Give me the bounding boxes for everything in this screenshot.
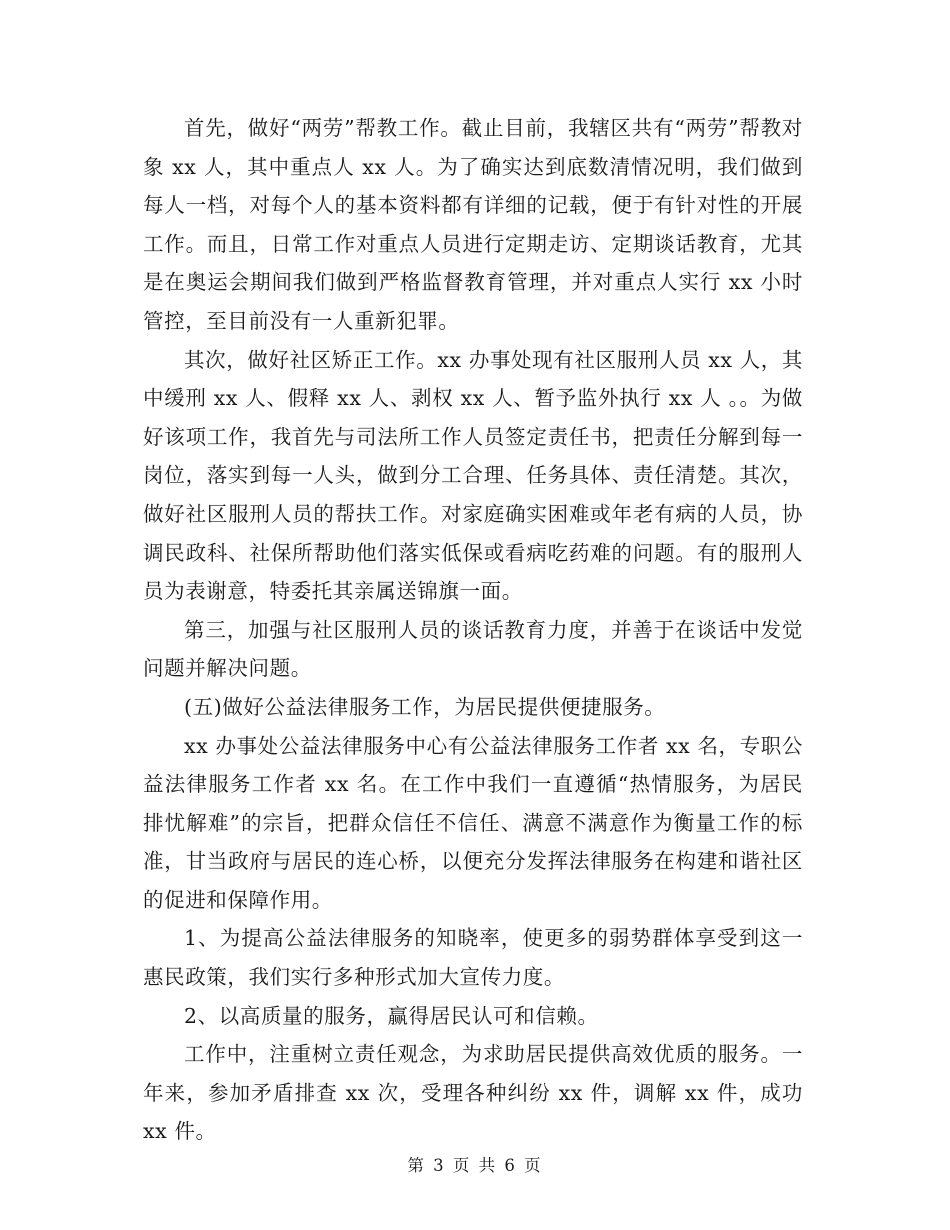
paragraph-community-correction: 其次，做好社区矫正工作。xx 办事处现有社区服刑人员 xx 人，其中缓刑 xx 人、假释 xx 人、剥权 xx 人、暂予监外执行 xx 人 。。为做好该项工作，我首先与司法所工作人员签定责任书，把责任分解到每一岗位，落实到每一人头，做到分工合理、任务具体、责任清楚。其次，做好社区服刑人员的帮扶工作。对家庭确实困难或年老有病的人员，协调民政科、社保所帮助他们落实低保或看病吃药难的问题。有的服刑人员为表谢意，特委托其亲属送锦旗一面。 xyxy=(143,347,803,604)
paragraph-section-five-heading: (五)做好公益法律服务工作，为居民提供便捷服务。 xyxy=(184,694,666,719)
document-body xyxy=(143,109,803,1151)
paragraph-item-two-quality: 2、以高质量的服务，赢得居民认可和信赖。 xyxy=(184,1003,599,1028)
paragraph-item-one-publicity: 1、为提高公益法律服务的知晓率，使更多的弱势群体享受到这一惠民政策，我们实行多种形式加大宣传力度。 xyxy=(143,926,803,990)
paragraph-two-labor-assistance: 首先，做好“两劳”帮教工作。截止目前，我辖区共有“两劳”帮教对象 xx 人，其中重点人 xx 人。为了确实达到底数清情况明，我们做到每人一档，对每个人的基本资料都有详细的记载，便于有针对性的开展工作。而且，日常工作对重点人员进行定期走访、定期谈话教育，尤其是在奥运会期间我们做到严格监督教育管理，并对重点人实行 xx 小时管控，至目前没有一人重新犯罪。 xyxy=(143,116,803,333)
paragraph-work-results: 工作中，注重树立责任观念，为求助居民提供高效优质的服务。一年来，参加矛盾排查 xx 次，受理各种纠纷 xx 件，调解 xx 件，成功 xx 件。 xyxy=(143,1042,803,1144)
paragraph-talk-education: 第三，加强与社区服刑人员的谈话教育力度，并善于在谈话中发觉问题并解决问题。 xyxy=(143,617,803,681)
page-number-footer: 第 3 页 共 6 页 xyxy=(407,1156,543,1175)
paragraph-legal-service-center: xx 办事处公益法律服务中心有公益法律服务工作者 xx 名，专职公益法律服务工作者 xx 名。在工作中我们一直遵循“热情服务，为居民排忧解难”的宗旨，把群众信任不信任、满意不满意作为衡量工作的标准，甘当政府与居民的连心桥，以便充分发挥法律服务在构建和谐社区的促进和保障作用。 xyxy=(143,733,803,912)
